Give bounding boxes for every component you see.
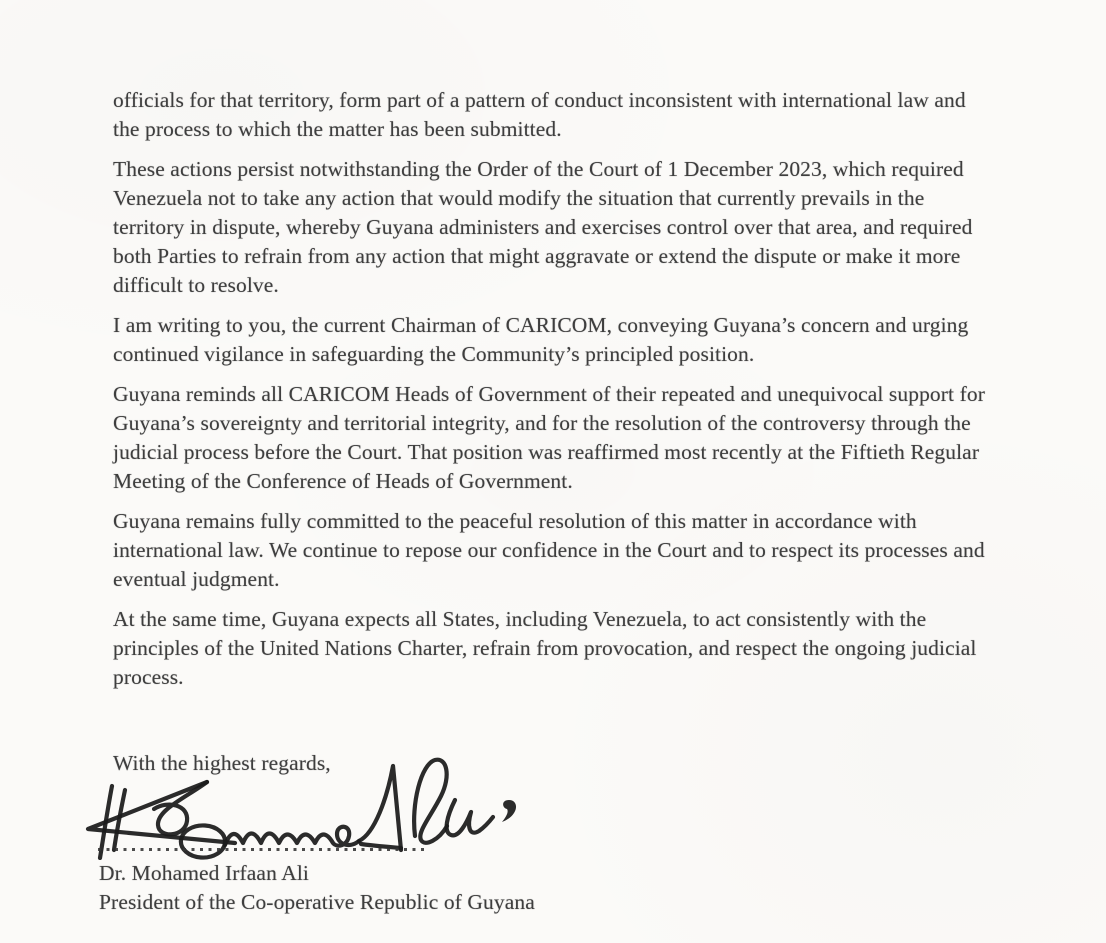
letter-paragraph: officials for that territory, form part of a pattern of conduct inconsistent with international law and the process to which the matter has been submitted. [113, 88, 966, 141]
signature-stroke [414, 760, 447, 843]
signature-stroke [447, 800, 493, 835]
signature-stroke [225, 827, 359, 846]
signature-block [99, 859, 535, 917]
letter-paragraph: Guyana remains fully committed to the peaceful resolution of this matter in accordance with international law. We continue to repose our confidence in the Court and to respect its processes and eventual judgment. [113, 509, 985, 591]
letter-paragraph: Guyana reminds all CARICOM Heads of Government of their repeated and unequivocal support for Guyana’s sovereignty and territorial integrity, and for the resolution of the controversy through the judicial process before the Court. That position was reaffirmed most recently at the Fiftieth Regular Meeting of the Conference of Heads of Government. [113, 382, 985, 493]
letter-paragraph: These actions persist notwithstanding the Order of the Court of 1 December 2023, which required Venezuela not to take any action that would modify the situation that currently prevails in the territory in dispute, whereby Guyana administers and exercises control over that area, and required both Parties to refrain from any action that might aggravate or extend the dispute or make it more difficult to resolve. [113, 157, 973, 297]
letter-paragraph: I am writing to you, the current Chairman of CARICOM, conveying Guyana’s concern and urging continued vigilance in safeguarding the Community’s principled position. [113, 313, 969, 366]
complimentary-close: With the highest regards, [113, 751, 331, 775]
letter-paragraph: At the same time, Guyana expects all States, including Venezuela, to act consistently with the principles of the United Nations Charter, refrain from provocation, and respect the ongoing judicial process. [113, 607, 977, 689]
signature-apostrophe-mark [502, 800, 516, 822]
signature-dotted-line [98, 848, 425, 851]
signature-stroke [359, 766, 401, 850]
signer-name: Dr. Mohamed Irfaan Ali [99, 861, 309, 885]
signature-image [85, 748, 535, 860]
signer-title: President of the Co-operative Republic of Guyana [99, 890, 535, 914]
